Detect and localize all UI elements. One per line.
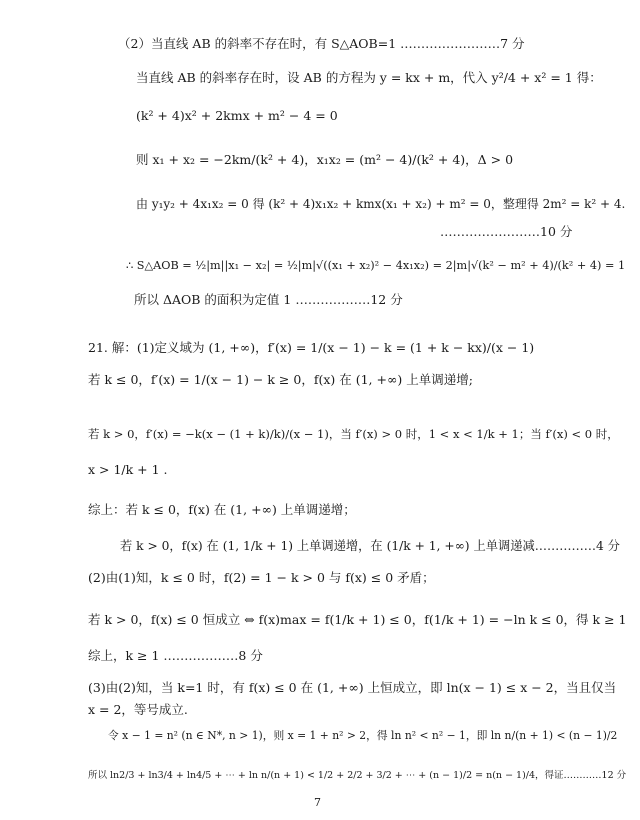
text-line: 综上：若 k ≤ 0，f(x) 在 (1, +∞) 上单调递增； xyxy=(88,502,356,517)
text-line: 当直线 AB 的斜率存在时，设 AB 的方程为 y = kx + m，代入 y²/4 + x² = 1 得： xyxy=(136,70,602,85)
text-line: 令 x − 1 = n² (n ∈ N*, n > 1)，则 x = 1 + n² > 2，得 ln n² < n² − 1，即 ln n/(n + 1) < (n − 1)/2 xyxy=(108,729,618,742)
text-line: 综上，k ≥ 1 ………………8 分 xyxy=(88,648,263,663)
text-line: ∴ S△AOB = ½|m||x₁ − x₂| = ½|m|√((x₁ + x₂)² − 4x₁x₂) = 2|m|√(k² − m² + 4)/(k² + 4) = 1 xyxy=(126,259,626,272)
text-line: 所以 ln2/3 + ln3/4 + ln4/5 + ⋯ + ln n/(n + 1) < 1/2 + 2/2 + 3/2 + ⋯ + (n − 1)/2 = n(n − 1)/4，得证…………12 分 xyxy=(88,770,627,781)
text-line: x = 2，等号成立. xyxy=(88,702,188,717)
text-line: 所以 ΔAOB 的面积为定值 1 ………………12 分 xyxy=(134,292,403,307)
text-line: (k² + 4)x² + 2kmx + m² − 4 = 0 xyxy=(136,108,338,123)
text-line: (3)由(2)知，当 k=1 时，有 f(x) ≤ 0 在 (1, +∞) 上恒成立，即 ln(x − 1) ≤ x − 2，当且仅当 xyxy=(88,680,617,695)
text-line: 若 k > 0，f(x) ≤ 0 恒成立 ⇔ f(x)max = f(1/k + 1) ≤ 0，f(1/k + 1) = −ln k ≤ 0，得 k ≥ 1 xyxy=(88,612,627,627)
text-line: 若 k > 0，f′(x) = −k(x − (1 + k)/k)/(x − 1)，当 f′(x) > 0 时，1 < x < 1/k + 1；当 f′(x) < 0 时， xyxy=(88,427,619,441)
text-line: 若 k > 0，f(x) 在 (1, 1/k + 1) 上单调递增，在 (1/k + 1, +∞) 上单调递减……………4 分 xyxy=(120,539,620,553)
text-line: ……………………10 分 xyxy=(440,224,573,239)
text-line: (2)由(1)知，k ≤ 0 时，f(2) = 1 − k > 0 与 f(x) ≤ 0 矛盾； xyxy=(88,570,435,585)
text-line: （2）当直线 AB 的斜率不存在时，有 S△AOB=1 ……………………7 分 xyxy=(118,36,525,51)
text-line: 21. 解：(1)定义域为 (1, +∞)，f′(x) = 1/(x − 1) − k = (1 + k − kx)/(x − 1) xyxy=(88,340,535,355)
text-line: 由 y₁y₂ + 4x₁x₂ = 0 得 (k² + 4)x₁x₂ + kmx(x₁ + x₂) + m² = 0，整理得 2m² = k² + 4. xyxy=(136,197,626,211)
text-line: x > 1/k + 1 . xyxy=(88,462,168,477)
text-line: 若 k ≤ 0，f′(x) = 1/(x − 1) − k ≥ 0，f(x) 在 (1, +∞) 上单调递增; xyxy=(88,372,473,387)
page-number: 7 xyxy=(314,796,321,809)
text-line: 则 x₁ + x₂ = −2km/(k² + 4)，x₁x₂ = (m² − 4)/(k² + 4)，Δ > 0 xyxy=(136,152,514,167)
